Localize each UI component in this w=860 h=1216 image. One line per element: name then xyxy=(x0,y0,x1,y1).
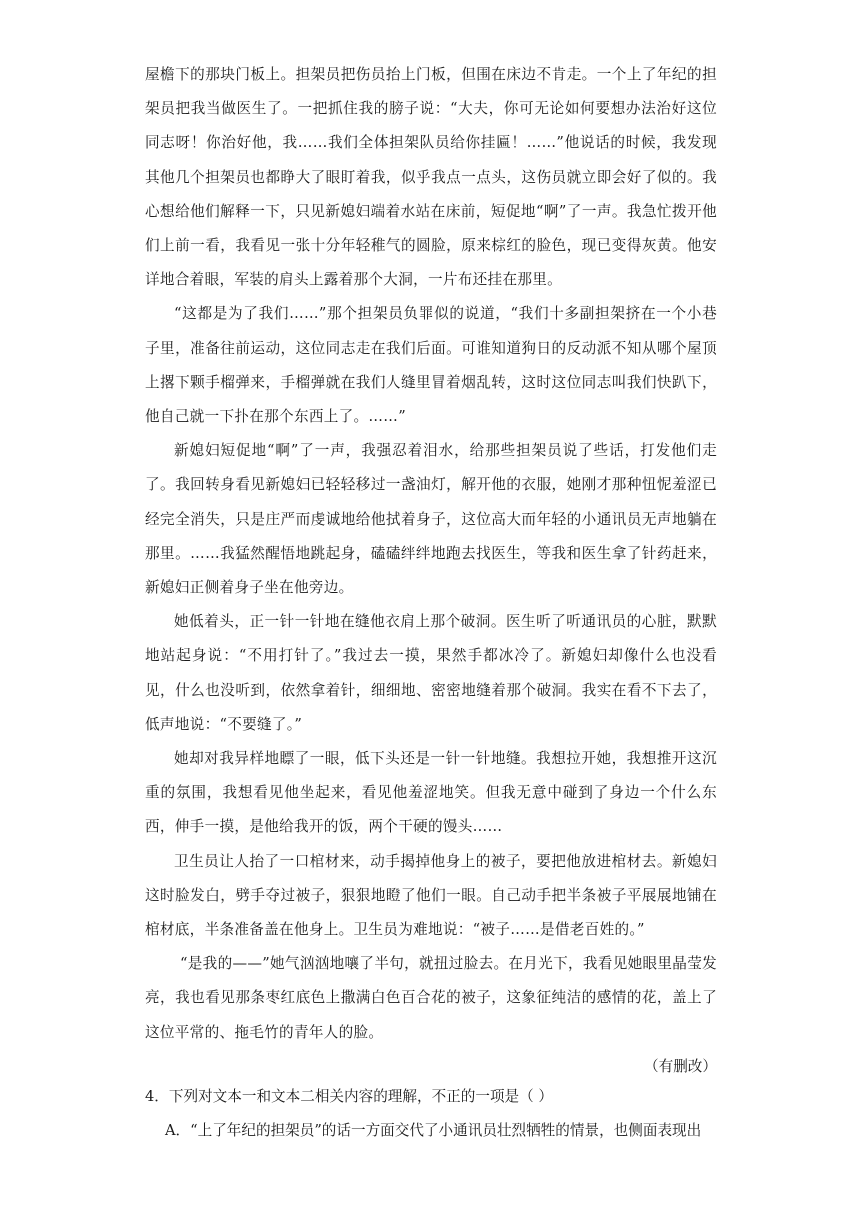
paragraph-3: 新媳妇短促地“啊”了一声，我强忍着泪水，给那些担架员说了些话，打发他们走了。我回转身看见新媳妇已轻轻移过一盏油灯，解开他的衣服，她刚才那种忸怩羞涩已经完全消失，只是庄严而虔诚地给他拭着身子，这位高大而年轻的小通讯员无声地躺在那里。……我猛然醒悟地跳起身，磕磕绊绊地跑去找医生，等我和医生拿了针药赶来，新媳妇正侧着身子坐在他旁边。 xyxy=(145,442,717,597)
paragraph-2: “这都是为了我们……”那个担架员负罪似的说道，“我们十多副担架挤在一个小巷子里，准备往前运动，这位同志走在我们后面。可谁知道狗日的反动派不知从哪个屋顶上撂下颗手榴弹来，手榴弹就在我们人缝里冒着烟乱转，这时这位同志叫我们快趴下，他自己就一下扑在那个东西上了。……” xyxy=(145,305,717,426)
paragraph-6: 卫生员让人抬了一口棺材来，动手揭掉他身上的被子，要把他放进棺材去。新媳妇这时脸发白，劈手夺过被子，狠狠地瞪了他们一眼。自己动手把半条被子平展展地铺在棺材底，半条准备盖在他身上。卫生员为难地说：“被子……是借老百姓的。” xyxy=(145,852,717,939)
article-body xyxy=(145,58,717,1084)
paragraph-7: “是我的——”她气汹汹地嚷了半句，就扭过脸去。在月光下，我看见她眼里晶莹发亮，我也看见那条枣红底色上撒满白色百合花的被子，这象征纯洁的感情的花，盖上了这位平常的、拖毛竹的青年人的脸。 xyxy=(145,955,717,1041)
question-4 xyxy=(145,1080,717,1148)
paragraph-5: 她却对我异样地瞟了一眼，低下头还是一针一针地缝。我想拉开她，我想推开这沉重的氛围，我想看见他坐起来，看见他羞涩地笑。但我无意中碰到了身边一个什么东西，伸手一摸，是他给我开的饭，两个干硬的馒头…… xyxy=(145,750,717,836)
question-stem: 4．下列对文本一和文本二相关内容的理解，不正的一项是（ ） xyxy=(145,1088,553,1105)
question-option-a: A．“上了年纪的担架员”的话一方面交代了小通讯员壮烈牺牲的情景，也侧面表现出 xyxy=(165,1122,702,1139)
source-note: （有删改） xyxy=(644,1057,717,1075)
paragraph-4: 她低着头，正一针一针地在缝他衣肩上那个破洞。医生听了听通讯员的心脏，默默地站起身说：“不用打针了。”我过去一摸，果然手都冰冷了。新媳妇却像什么也没看见，什么也没听到，依然拿着针，细细地、密密地缝着那个破洞。我实在看不下去了，低声地说：“不要缝了。” xyxy=(145,613,717,733)
paragraph-1: 屋檐下的那块门板上。担架员把伤员抬上门板，但围在床边不肯走。一个上了年纪的担架员把我当做医生了。一把抓住我的膀子说：“大夫，你可无论如何要想办法治好这位同志呀！你治好他，我……我们全体担架队员给你挂匾！……”他说话的时候，我发现其他几个担架员也都睁大了眼盯着我，似乎我点一点头，这伤员就立即会好了似的。我心想给他们解释一下，只见新媳妇端着水站在床前，短促地“啊”了一声。我急忙拨开他们上前一看，我看见一张十分年轻稚气的圆脸，原来棕红的脸色，现已变得灰黄。他安详地合着眼，军装的肩头上露着那个大洞，一片布还挂在那里。 xyxy=(145,66,717,289)
